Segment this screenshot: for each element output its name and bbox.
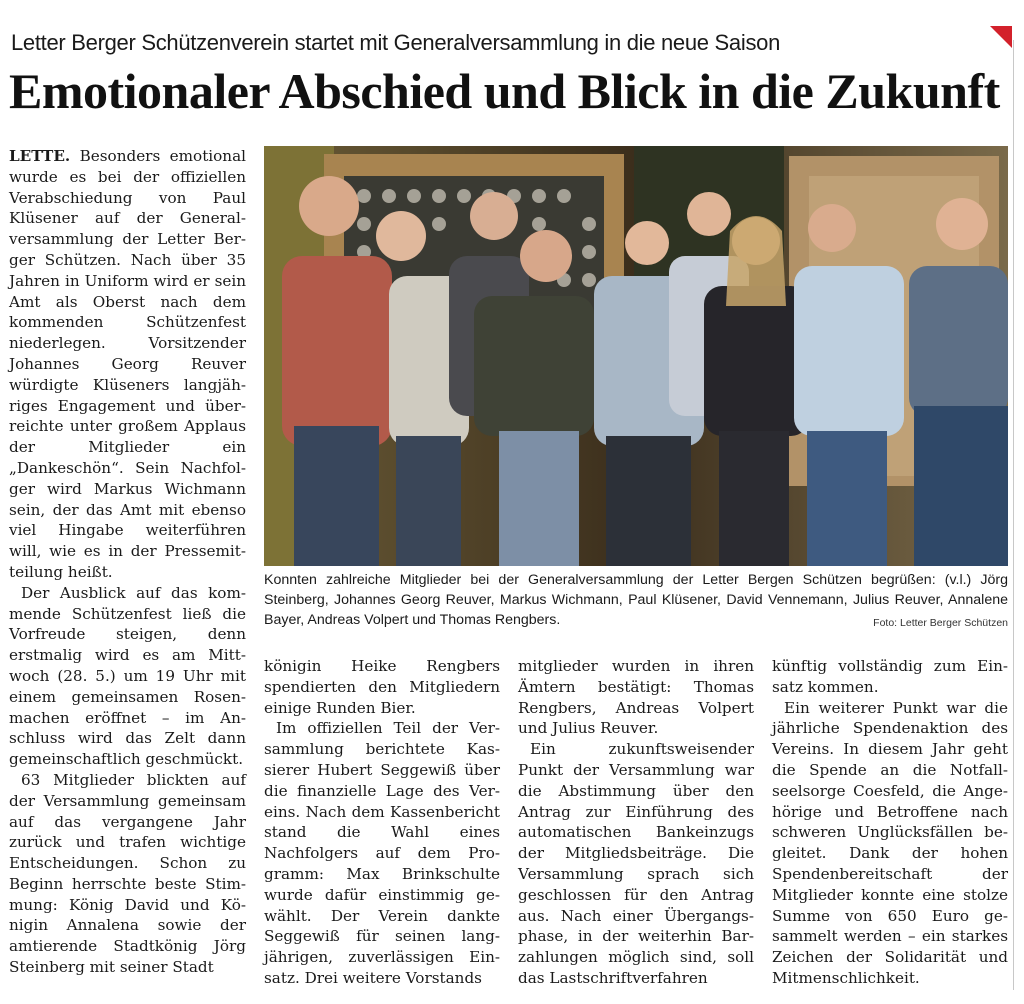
paragraph: königin Heike Rengbers spendierten den Mitgliedern einige Runden Bier. (264, 657, 500, 717)
page-edge-line (1013, 40, 1014, 990)
paragraph: mitglieder wurden in ihren Ämtern bestätigt: Thomas Rengbers, Andreas Volpert und Julius Reuver. (518, 657, 754, 738)
paragraph: künftig vollständig zum Einsatz kommen. (772, 657, 1008, 696)
article-column-2 (264, 656, 500, 989)
headline: Emotionaler Abschied und Blick in die Zukunft (9, 63, 1000, 119)
article-column-3 (518, 656, 754, 989)
dateline: LETTE. (9, 147, 71, 165)
photo-caption: Konnten zahlreiche Mitglieder bei der Generalversammlung der Letter Bergen Schützen begrüßen: (v.l.) Jörg Steinberg, Johannes Georg Reuver, Markus Wichmann, Paul Klüsener, David Vennemann, Julius Reuver, Annalene Bayer, Andreas Volpert und Thomas Rengbers. (264, 572, 1008, 628)
paragraph: Im offiziellen Teil der Versammlung berichtete Kassierer Hubert Seggewiß über die finanzielle Lage des Vereins. Nach dem Kassenbericht stand die Wahl eines Nachfolgers auf dem Programm: Max Brinkschulte wurde dafür einstimmig gewählt. Der Verein dankte Seggewiß für seinen langjährigen, zuverlässigen Einsatz. Drei weitere Vorstands (264, 719, 500, 987)
paragraph: 63 Mitglieder blickten auf der Versammlung gemeinsam auf das vergangene Jahr zurück und trafen wichtige Entscheidungen. Schon zu Beginn herrschte beste Stimmung: König David und Königin Annalena sowie der amtierende Stadtkönig Jörg Steinberg mit seiner Stadt (9, 770, 246, 977)
paragraph: Der Ausblick auf das kommende Schützenfest ließ die Vorfreude steigen, denn erstmalig wird es am Mittwoch (28. 5.) um 19 Uhr mit einem gemeinsamen Rosenmachen eröffnet – im Anschluss wird das Zelt dann gemeinschaftlich geschmückt. (9, 583, 246, 769)
paragraph: Ein weiterer Punkt war die jährliche Spendenaktion des Vereins. In diesem Jahr geht die Spende an die Notfallseelsorge Coesfeld, die Angehörige und Betroffene nach schweren Unglücksfällen begleitet. Dank der hohen Spendenbereitschaft der Mitglieder konnte eine stolze Summe von 650 Euro gesammelt werden – ein starkes Zeichen der Solidarität und Mitmenschlichkeit. (772, 698, 1008, 987)
article-column-4 (772, 656, 1008, 989)
paragraph: Ein zukunftsweisender Punkt der Versammlung war die Abstimmung über den Antrag zur Einführung des automatischen Bankeinzugs der Mitgliedsbeiträge. Die Versammlung sprach sich geschlossen für den Antrag aus. Nach einer Übergangsphase, in der weiterhin Barzahlungen möglich sind, soll das Lastschriftverfahren (518, 740, 754, 987)
paragraph-text: Besonders emotional wurde es bei der offiziellen Verabschiedung von Paul Klüsener auf der Generalversammlung der Letter Berger Schützen. Nach über 35 Jahren in Uniform wird er sein Amt als Oberst nach dem kommenden Schützenfest niederlegen. Vorsitzender Johannes Georg Reuver würdigte Klüseners langjähriges Engagement und überreichte unter großem Applaus der Mitglieder ein „Dankeschön“. Sein Nachfolger wird Markus Wichmann sein, der das Amt mit ebenso viel Hingabe weiterführen will, wie es in der Pressemitteilung heißt. (9, 147, 246, 581)
kicker-subheadline: Letter Berger Schützenverein startet mit Generalversammlung in die neue Saison (11, 30, 781, 55)
corner-marker (990, 26, 1012, 48)
article-column-1 (9, 146, 246, 978)
photo-credit: Foto: Letter Berger Schützen (873, 617, 1008, 629)
paragraph (9, 146, 246, 583)
group-photo (264, 146, 1008, 566)
group-photo-illustration (264, 146, 1008, 566)
